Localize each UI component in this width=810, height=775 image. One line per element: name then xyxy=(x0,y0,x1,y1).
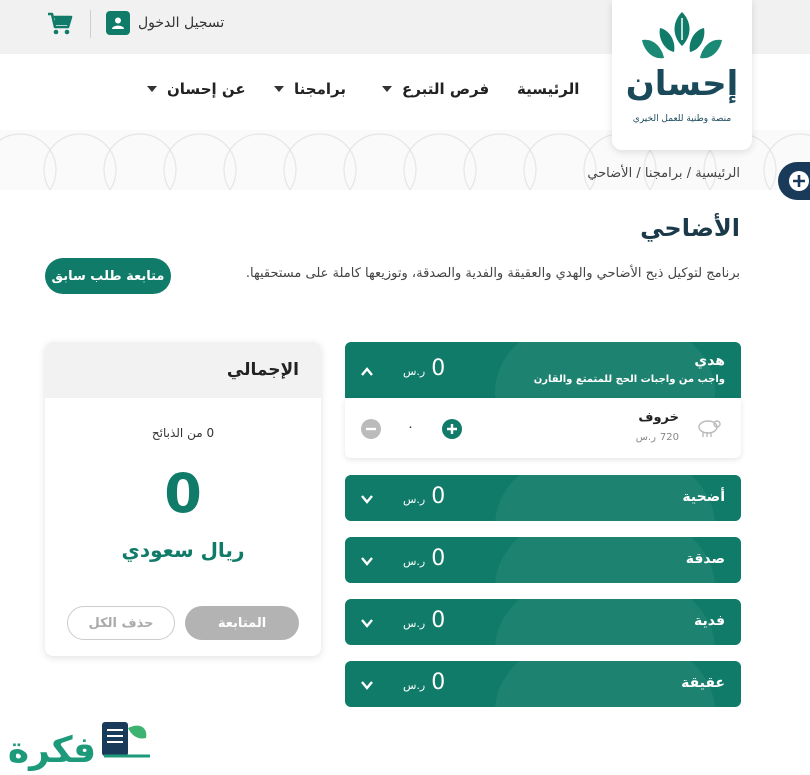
caret-down-icon xyxy=(382,86,392,92)
divider xyxy=(90,10,91,38)
clear-all-button[interactable]: حذف الكل xyxy=(67,606,175,640)
total-currency: ريال سعودي xyxy=(121,538,245,562)
category-amount: 0 ر.س xyxy=(403,356,446,381)
category-name: أضحية xyxy=(682,489,725,505)
logo-wordmark: إحسان xyxy=(625,64,739,104)
total-amount: 0 xyxy=(164,462,202,525)
login-link[interactable] xyxy=(106,10,224,36)
category-amount: 0 ر.س xyxy=(403,608,446,633)
breadcrumb-programs[interactable]: برامجنا xyxy=(644,166,683,181)
plus-circle-icon xyxy=(788,170,810,192)
nav-item-donation-opportunities[interactable] xyxy=(382,80,489,98)
nav-item-label: الرئيسية xyxy=(517,80,580,98)
sheep-icon xyxy=(695,416,721,438)
category-amount: 0 ر.س xyxy=(403,484,446,509)
chevron-down-icon[interactable] xyxy=(359,553,375,569)
page-title: الأضاحي xyxy=(640,214,740,242)
category-hady[interactable] xyxy=(345,342,741,400)
side-expand-button[interactable] xyxy=(778,162,810,200)
chevron-down-icon[interactable] xyxy=(359,491,375,507)
total-header xyxy=(45,342,321,398)
chevron-down-icon[interactable] xyxy=(359,677,375,693)
category-name: هدي xyxy=(694,353,725,369)
category-subtitle: واجب من واجبات الحج للمتمتع والقارن xyxy=(533,374,725,385)
watermark-logo xyxy=(0,712,160,775)
breadcrumb-current: الأضاحي xyxy=(587,166,633,181)
nav-item-programs[interactable] xyxy=(274,80,346,98)
login-label: تسجيل الدخول xyxy=(138,15,225,31)
nav-item-label: فرص التبرع xyxy=(402,80,490,98)
category-sadaqah[interactable] xyxy=(345,537,741,583)
category-aqiqah[interactable] xyxy=(345,661,741,707)
decrement-button[interactable] xyxy=(361,419,381,439)
chevron-down-icon[interactable] xyxy=(359,615,375,631)
nav-item-label: عن إحسان xyxy=(167,80,246,98)
category-name: صدقة xyxy=(685,551,725,567)
breadcrumb-home[interactable]: الرئيسية xyxy=(695,166,740,181)
category-name: فدية xyxy=(693,613,725,629)
category-name: عقيقة xyxy=(681,675,725,691)
category-udhiyah[interactable] xyxy=(345,475,741,521)
nav-item-label: برامجنا xyxy=(294,80,346,98)
logo[interactable] xyxy=(612,0,752,150)
total-summary-card xyxy=(45,342,321,656)
continue-button[interactable]: المتابعة xyxy=(185,606,299,640)
cart-icon[interactable] xyxy=(46,11,74,37)
total-title: الإجمالي xyxy=(226,360,299,380)
category-amount: 0 ر.س xyxy=(403,670,446,695)
breadcrumb: الرئيسية / برامجنا / الأضاحي xyxy=(587,166,740,181)
svg-text:فكرة: فكرة xyxy=(7,730,97,771)
item-name: خروف xyxy=(638,410,679,425)
category-amount: 0 ر.س xyxy=(403,546,446,571)
chevron-up-icon[interactable] xyxy=(359,364,375,380)
quantity-value[interactable]: ٠ xyxy=(407,420,414,435)
logo-leaves-icon xyxy=(632,8,732,64)
item-row-sheep xyxy=(345,398,741,458)
caret-down-icon xyxy=(274,86,284,92)
total-sacrifices-count: 0 من الذبائح xyxy=(151,426,215,440)
page-description: برنامج لتوكيل ذبح الأضاحي والهدي والعقيقة والفدية والصدقة، وتوزيعها كاملة على مستحقيها. xyxy=(245,266,740,281)
increment-button[interactable] xyxy=(442,419,462,439)
caret-down-icon xyxy=(147,86,157,92)
user-icon xyxy=(106,11,130,35)
follow-previous-request-button[interactable]: متابعة طلب سابق xyxy=(45,258,171,294)
nav-item-about[interactable] xyxy=(147,80,246,98)
logo-tagline: منصة وطنية للعمل الخيري xyxy=(632,114,732,124)
nav-item-home[interactable] xyxy=(517,80,579,98)
category-fidyah[interactable] xyxy=(345,599,741,645)
item-price: 720 ر.س xyxy=(635,432,679,443)
